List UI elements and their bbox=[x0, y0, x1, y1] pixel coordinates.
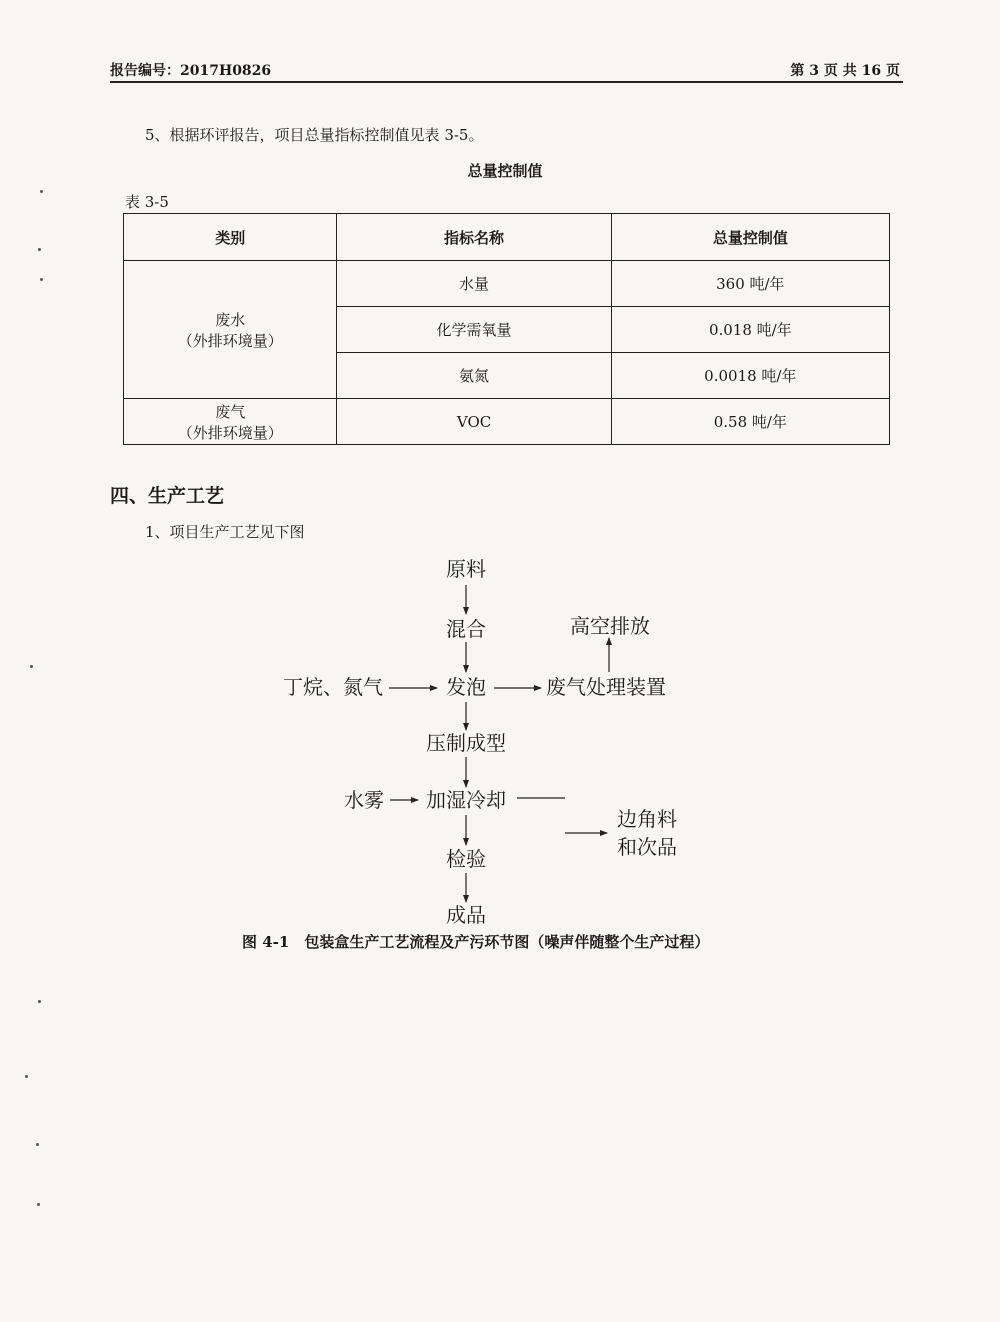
scan-speck bbox=[38, 248, 41, 251]
scan-speck bbox=[25, 1075, 28, 1078]
value-cell: 0.0018 吨/年 bbox=[611, 353, 889, 399]
node-scrap: 边角料 bbox=[617, 807, 677, 831]
node-foaming: 发泡 bbox=[446, 675, 486, 699]
figure-caption: 图 4-1 包装盒生产工艺流程及产污环节图（噪声伴随整个生产过程） bbox=[242, 933, 710, 951]
node-butane-nitrogen: 丁烷、氮气 bbox=[283, 675, 383, 699]
scan-speck bbox=[36, 1143, 39, 1146]
header-category: 类别 bbox=[124, 214, 337, 261]
page-indicator: 第 3 页 共 16 页 bbox=[790, 63, 900, 79]
scan-speck bbox=[38, 1000, 41, 1003]
value-cell: 0.018 吨/年 bbox=[611, 307, 889, 353]
indicator-cell: 氨氮 bbox=[337, 353, 611, 399]
indicator-cell: 水量 bbox=[337, 261, 611, 307]
category-note: （外排环境量） bbox=[177, 331, 283, 350]
section-heading: 四、生产工艺 bbox=[110, 485, 225, 507]
value-cell: 0.58 吨/年 bbox=[611, 399, 889, 445]
node-raw-material: 原料 bbox=[446, 557, 486, 581]
report-number: 报告编号：2017H0826 bbox=[110, 63, 272, 79]
node-finished-product: 成品 bbox=[446, 903, 486, 927]
scan-speck bbox=[30, 665, 33, 668]
header-indicator: 指标名称 bbox=[337, 214, 611, 261]
scan-speck bbox=[40, 278, 43, 281]
node-defects: 和次品 bbox=[617, 835, 677, 859]
indicator-cell: VOC bbox=[337, 399, 611, 445]
node-press-forming: 压制成型 bbox=[426, 731, 506, 755]
category-name: 废气 bbox=[215, 402, 246, 421]
category-name: 废水 bbox=[215, 310, 246, 329]
table-title: 总量控制值 bbox=[467, 162, 543, 180]
node-gas-treatment: 废气处理装置 bbox=[546, 675, 666, 699]
node-inspection: 检验 bbox=[446, 847, 486, 871]
node-mixing: 混合 bbox=[446, 617, 486, 641]
node-high-altitude-exhaust: 高空排放 bbox=[570, 614, 650, 638]
paragraph-1: 1、项目生产工艺见下图 bbox=[145, 523, 305, 541]
indicator-cell: 化学需氧量 bbox=[337, 307, 611, 353]
paragraph-5: 5、根据环评报告，项目总量指标控制值见表 3-5。 bbox=[145, 126, 484, 144]
category-note: （外排环境量） bbox=[177, 423, 283, 442]
scan-speck bbox=[37, 1203, 40, 1206]
value-cell: 360 吨/年 bbox=[611, 261, 889, 307]
scan-speck bbox=[40, 190, 43, 193]
table-label: 表 3-5 bbox=[125, 193, 169, 211]
header-control-value: 总量控制值 bbox=[611, 214, 889, 261]
node-humid-cooling: 加湿冷却 bbox=[426, 788, 506, 812]
node-water-mist: 水雾 bbox=[344, 788, 384, 812]
